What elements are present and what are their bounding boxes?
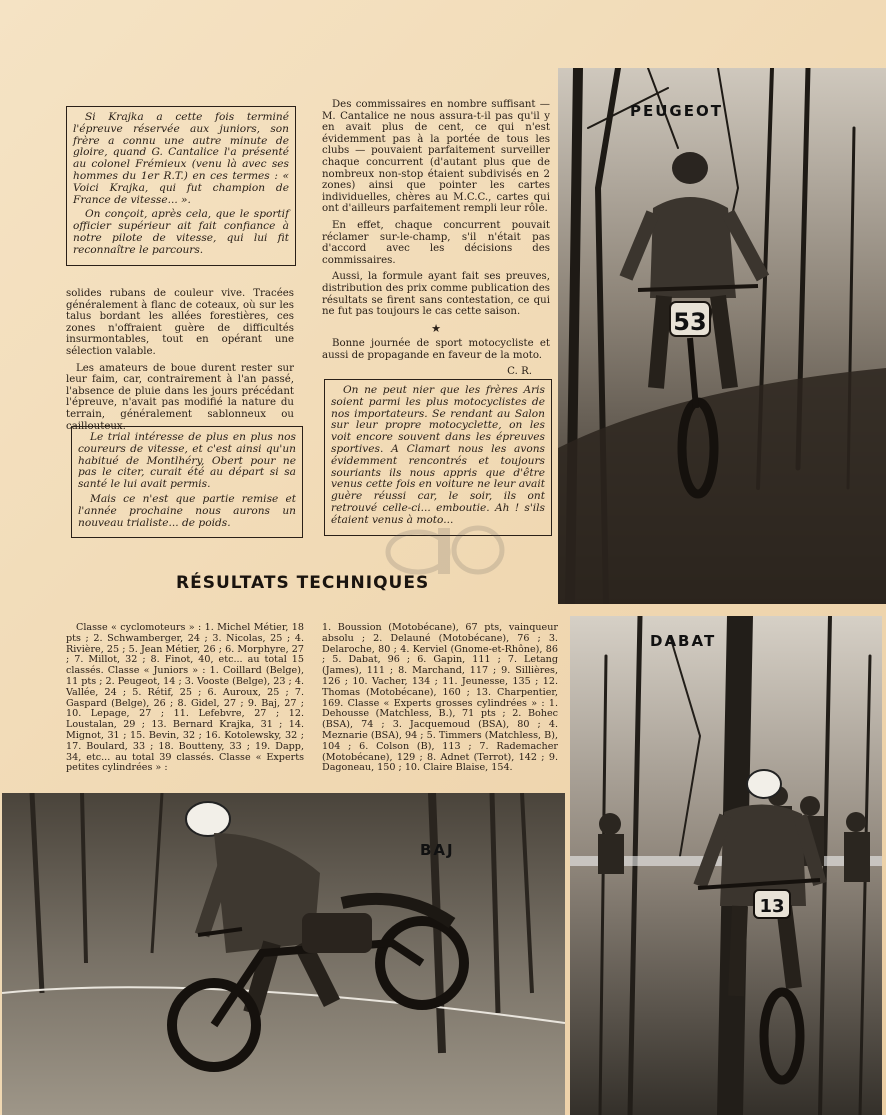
results-title: RÉSULTATS TECHNIQUES — [176, 573, 430, 593]
box-obert-p1: Le trial intéresse de plus en plus nos coureurs de vitesse, et c'est ainsi qu'un habitué de Montlhéry, Obert pour ne pas le citer, curait été au départ si sa santé le lui avait permis. — [78, 431, 296, 491]
left-text-p2: Les amateurs de boue durent rester sur leur faim, car, contrairement à l'an passé, l'absence de pluie dans les jours précédant l'épreuve, n'avait pas modifié la nature du terrain, généralement sablonneux ou caillouteux. — [66, 362, 294, 432]
photo-label-peugeot: PEUGEOT — [630, 102, 723, 120]
middle-text-p1: Des commissaires en nombre suffisant — M. Cantalice ne nous assura-t-il pas qu'il y en avait plus de cent, ce qui n'est évidemment pas à la portée de tous les clubs — pouvaient parfaitement surveiller chaque concurrent (d'autant plus que de nombreux non-stop étaient subdivisés en 2 zones) ainsi que pointer les cartes individuelles, chères au M.C.C., cartes qui ont d'ailleurs parfaitement rempli leur rôle. — [322, 99, 550, 215]
photo-peugeot-image — [558, 68, 886, 604]
results-left-text: Classe « cyclomoteurs » : 1. Michel Métier, 18 pts ; 2. Schwamberger, 24 ; 3. Nicolas, 25 ; 4. Rivière, 25 ; 5. Jean Métier, 26 ; 6. Morphyre, 27 ; 7. Millot, 32 ; 8. Finot, 40, etc... au total 15 classés. Classe « Juniors » : 1. Coillard (Belge), 11 pts ; 2. Peugeot, 14 ; 3. Vooste (Belge), 23 ; 4. Vallée, 24 ; 5. Rétif, 25 ; 6. Auroux, 25 ; 7. Gaspard (Belge), 26 ; 8. Gidel, 27 ; 9. Baj, 27 ; 10. Lepage, 27 ; 11. Lefebvre, 27 ; 12. Loustalan, 29 ; 13. Bernard Krajka, 31 ; 14. Mignot, 31 ; 15. Bevin, 32 ; 16. Kotolewsky, 32 ; 17. Boulard, 33 ; 18. Boutteny, 33 ; 19. Dapp, 34, etc... au total 39 classés. Classe « Experts petites cylindrées » : — [66, 622, 304, 774]
signature: C. R. — [507, 366, 532, 378]
box-obert — [71, 426, 303, 538]
box-aris-text: On ne peut nier que les frères Aris soient parmi les plus motocyclistes de nos importateurs. Se rendant au Salon sur leur propre motocyclette, on les voit encore souvent dans les épreuves sportives. A Clamart nous les avons évidemment rencontrés et toujours souriants ils nous appris que d'être venus cette fois en voiture ne leur avait guère réussi car, le soir, ils ont retrouvé celle-ci... emboutie. Ah ! s'ils étaient venus à moto... — [331, 384, 545, 526]
left-column-text — [66, 288, 294, 437]
photo-label-dabat: DABAT — [650, 632, 717, 650]
photo-baj — [2, 793, 565, 1115]
box-krajka — [66, 106, 296, 266]
photo-dabat — [570, 616, 882, 1115]
photo-dabat-image — [570, 616, 882, 1115]
closing-text: Bonne journée de sport motocycliste et aussi de propagande en faveur de la moto. — [322, 338, 550, 361]
photo-label-baj: BAJ — [420, 841, 455, 859]
box-krajka-p1: Si Krajka a cette fois terminé l'épreuve réservée aux juniors, son frère a connu une autre minute de gloire, quand G. Cantalice l'a présenté au colonel Frémieux (venu là avec ses hommes du 1er R.T.) en ces termes : « Voici Krajka, qui fut champion de France de vitesse... ». — [73, 111, 289, 206]
box-krajka-p2: On conçoit, après cela, que le sportif officier supérieur ait fait confiance à notre pilote de vitesse, qui lui fit reconnaître le parcours. — [73, 208, 289, 256]
middle-text-p2: En effet, chaque concurrent pouvait réclamer sur-le-champ, s'il n'était pas d'accord avec les décisions des commissaires. — [322, 219, 550, 266]
peugeot-plate-number: 53 — [673, 308, 707, 336]
dabat-plate-number: 13 — [759, 896, 785, 917]
box-obert-p2: Mais ce n'est que partie remise et l'année prochaine nous aurons un nouveau trialiste... de poids. — [78, 492, 296, 529]
photo-baj-image — [2, 793, 565, 1115]
box-aris — [324, 379, 552, 536]
results-right-text: 1. Boussion (Motobécane), 67 pts, vainqueur absolu ; 2. Delauné (Motobécane), 76 ; 3. Delaroche, 80 ; 4. Kerviel (Gnome-et-Rhône), 86 ; 5. Dabat, 96 ; 6. Gapin, 111 ; 7. Letang (James), 111 ; 8. Marchand, 117 ; 9. Sillières, 126 ; 10. Vacher, 134 ; 11. Jeunesse, 135 ; 12. Thomas (Motobécane), 160 ; 13. Charpentier, 169. Classe « Experts grosses cylindrées » : 1. Dehousse (Matchless, B.), 71 pts ; 2. Bohec (BSA), 74 ; 3. Jacquemoud (BSA), 80 ; 4. Meznarie (BSA), 94 ; 5. Timmers (Matchless, B), 104 ; 6. Colson (B), 113 ; 7. Rademacher (Motobécane), 129 ; 8. Adnet (Terrot), 142 ; 9. Dagoneau, 150 ; 10. Claire Blaise, 154. — [322, 622, 558, 774]
middle-text-p3: Aussi, la formule ayant fait ses preuves, distribution des prix comme publication des résultats se firent sans contestation, ce qui ne fut pas toujours le cas cette saison. — [322, 271, 550, 318]
results-right — [322, 623, 558, 774]
photo-peugeot — [558, 68, 886, 604]
results-left — [66, 623, 304, 774]
watermark — [378, 520, 518, 580]
star-separator: ★ — [431, 321, 441, 335]
middle-column-text — [322, 99, 550, 378]
left-text-p1: solides rubans de couleur vive. Tracées généralement à flanc de coteaux, où sur les talus bordant les allées forestières, ces zones n'offraient guère de difficultés insurmontables, tout en opérant une sélection valable. — [66, 288, 294, 357]
